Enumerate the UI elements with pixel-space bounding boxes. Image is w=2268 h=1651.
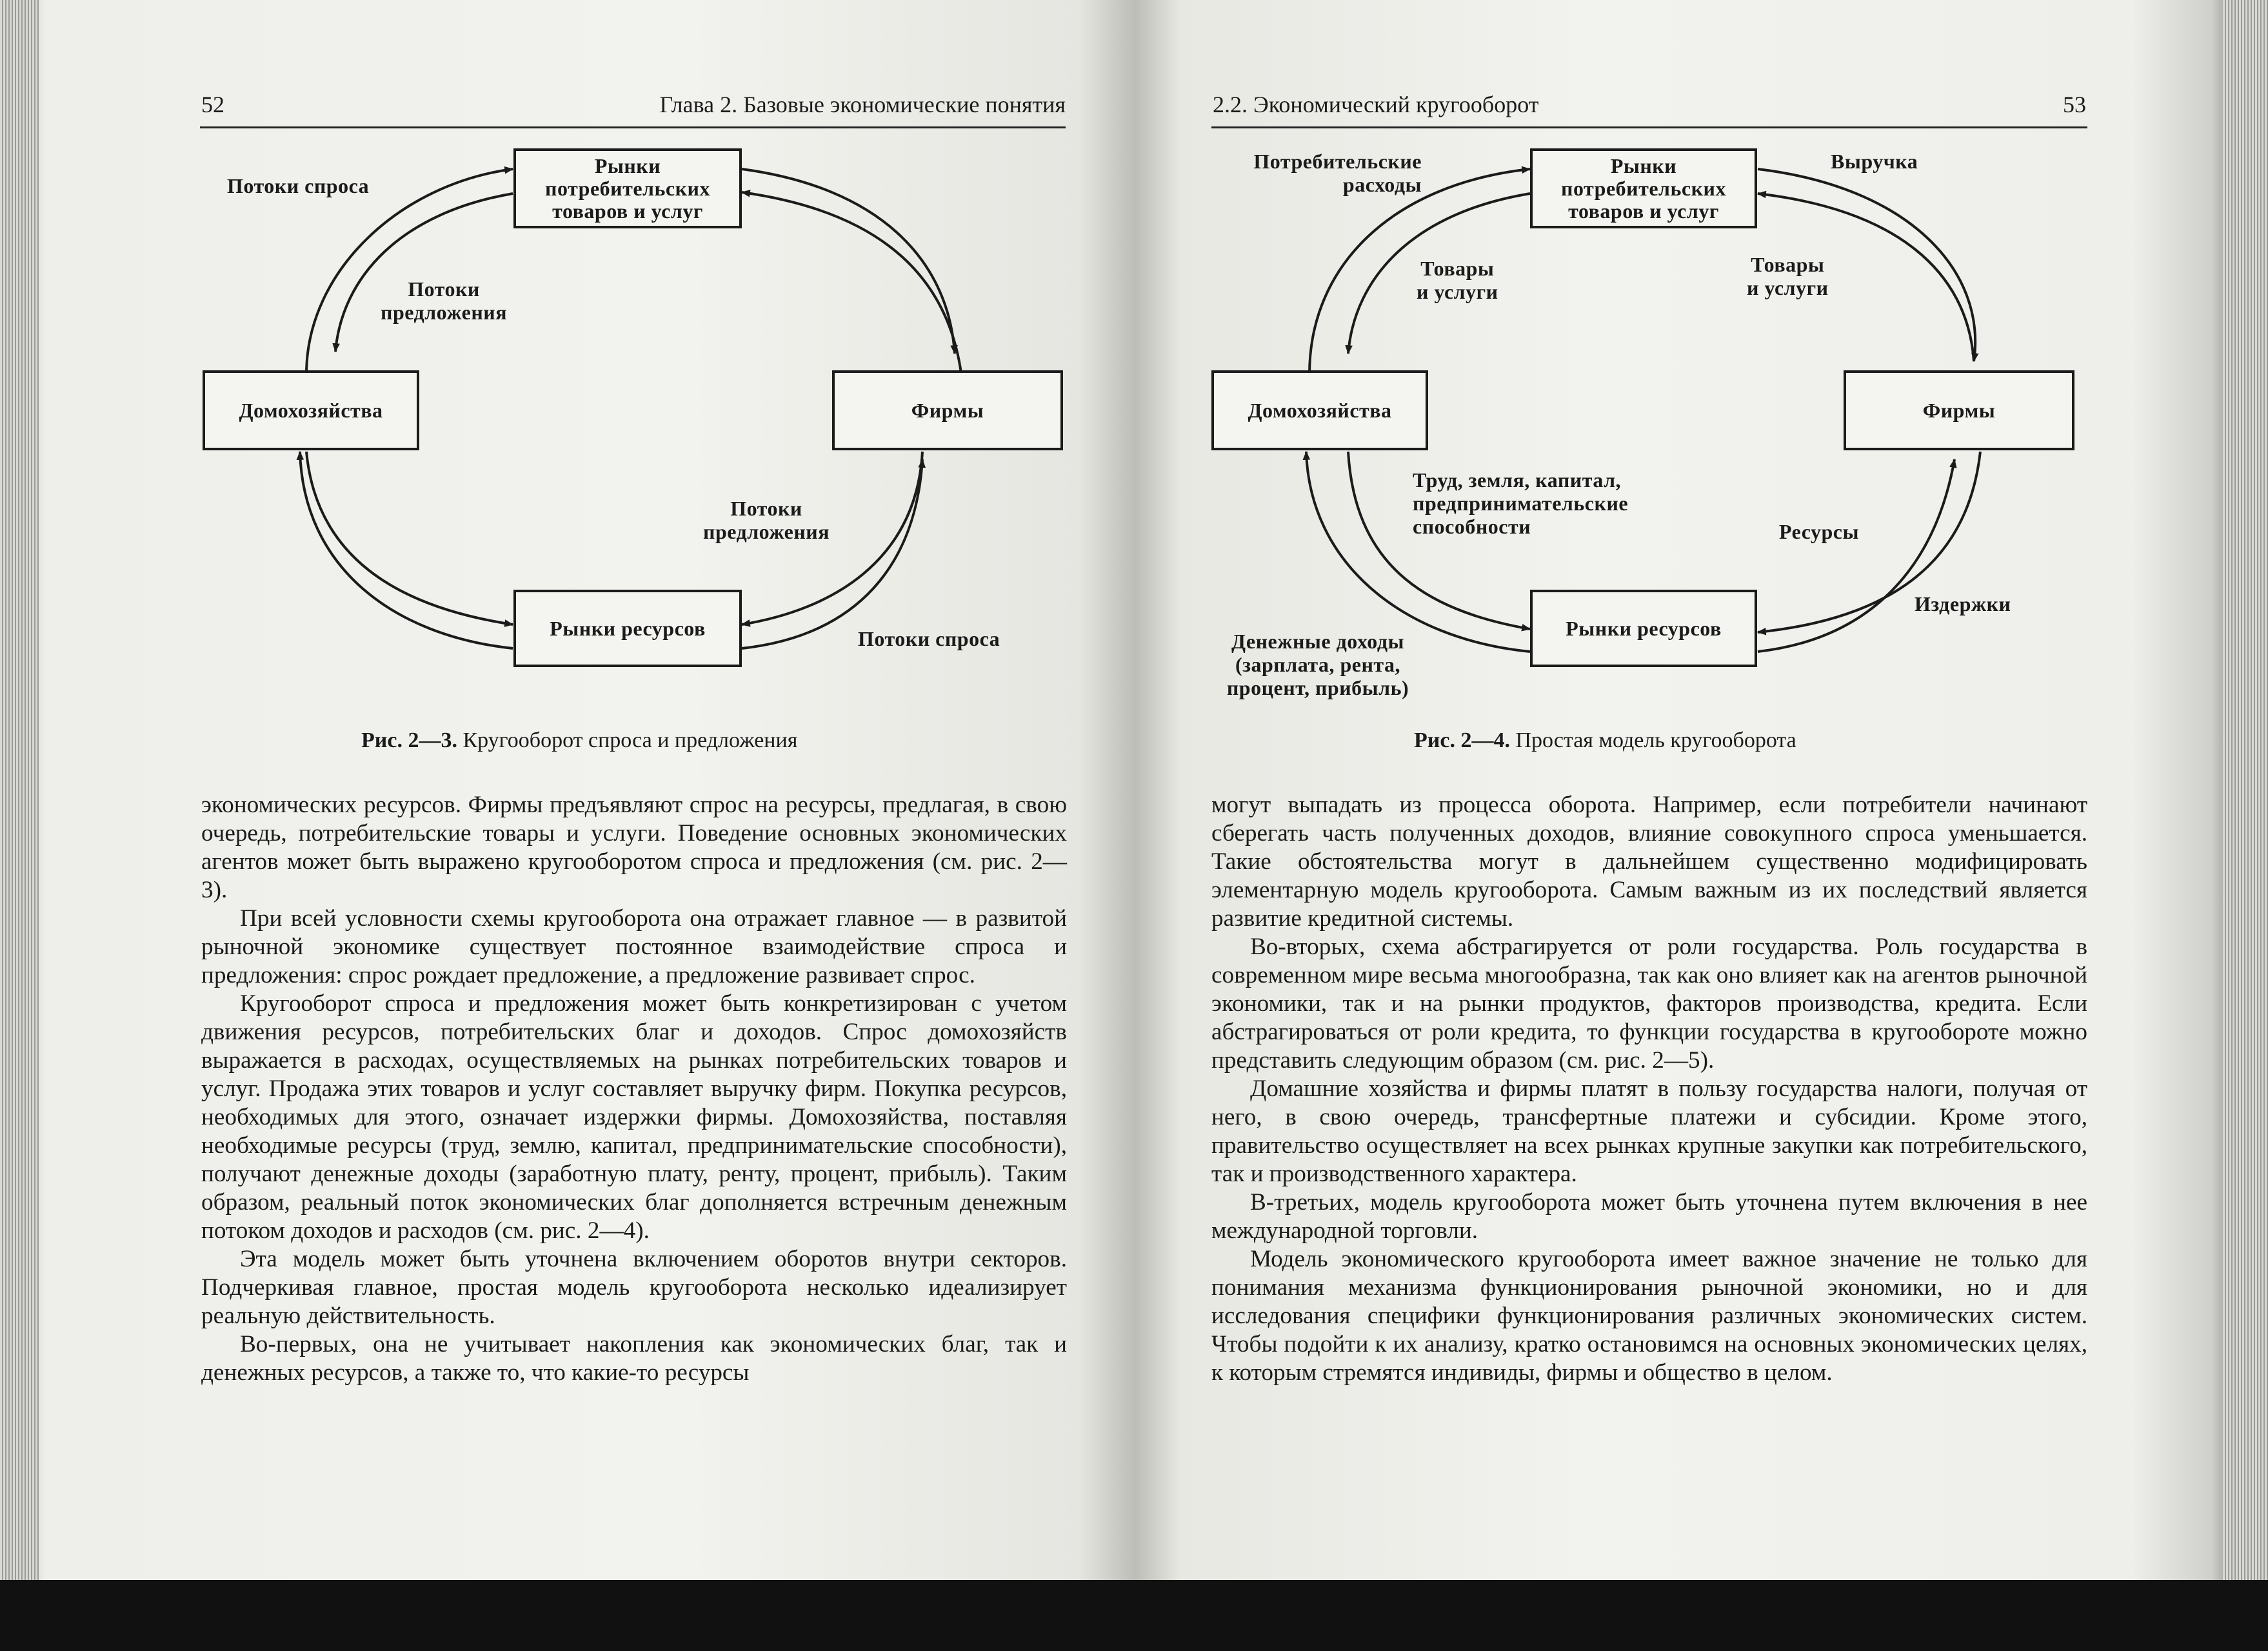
right-page xyxy=(1135,0,2268,1651)
paragraph: Во-первых, она не учитывает накопления как экономических благ, так и денежных ресурсов, а также то, что какие-то ресурсы xyxy=(201,1331,1067,1386)
caption-text-left: Кругооборот спроса и предложения xyxy=(457,728,798,752)
label-demand-flows-bottom: Потоки спроса xyxy=(858,627,1000,650)
box-consumer-goods-markets: Рынки потребительских товаров и услуг xyxy=(1530,148,1757,228)
label-demand-flows-top: Потоки спроса xyxy=(227,174,370,197)
label-consumer-spending: Потребительские расходы xyxy=(1253,150,1422,196)
scan-background-strip xyxy=(0,1580,2268,1651)
label-supply-flows-bottom: Потоки предложения xyxy=(703,497,830,543)
figure-2-3 xyxy=(0,0,1135,761)
label-production-factors: Труд, земля, капитал, предпринимательские способности xyxy=(1413,468,1629,538)
paragraph: Во-вторых, схема абстрагируется от роли государства. Роль государства в современном мире весьма многообразна, так как оно влияет как на агентов рыночной экономики, так и на рынки продуктов, факторов производства, кредита. Если абстрагироваться от роли кредита, то функции государства в кругообороте можно представить следующим образом (см. рис. 2—5). xyxy=(1211,934,2087,1074)
page-number-left: 52 xyxy=(201,92,224,117)
label-money-income: Денежные доходы (зарплата, рента, процент, прибыль) xyxy=(1226,630,1409,699)
running-head-right: 2.2. Экономический кругооборот xyxy=(1213,92,1539,117)
body-text-right xyxy=(1211,791,2087,1387)
box-resource-markets: Рынки ресурсов xyxy=(1530,590,1757,667)
label-costs: Издержки xyxy=(1915,592,2011,615)
box-households: Домохозяйства xyxy=(1211,370,1428,450)
caption-number-right: Рис. 2—4. xyxy=(1414,728,1510,752)
label-goods-services-left: Товары и услуги xyxy=(1417,257,1498,303)
paragraph: В-третьих, модель кругооборота может быть уточнена путем включения в нее международной торговли. xyxy=(1211,1189,2087,1244)
box-firms: Фирмы xyxy=(832,370,1063,450)
running-head-left: Глава 2. Базовые экономические понятия xyxy=(659,92,1066,117)
label-resources: Ресурсы xyxy=(1779,520,1859,543)
box-firms: Фирмы xyxy=(1844,370,2074,450)
box-consumer-goods-markets: Рынки потребительских товаров и услуг xyxy=(513,148,742,228)
paragraph: Модель экономического кругооборота имеет важное значение не только для понимания механизма функционирования рыночной экономики, но и для исследования специфики функционирования различных экономических систем. Чтобы подойти к их анализу, кратко остановимся на основных экономических целях, к которым стремятся индивиды, фирмы и общество в целом. xyxy=(1211,1246,2087,1386)
figure-caption-left xyxy=(361,728,797,754)
paragraph: экономических ресурсов. Фирмы предъявляют спрос на ресурсы, предлагая, в свою очередь, потребительские товары и услуги. Поведение основных экономических агентов может быть выражено кругооборотом спроса и предложения (см. рис. 2—3). xyxy=(201,792,1067,903)
box-households: Домохозяйства xyxy=(203,370,419,450)
paragraph: Домашние хозяйства и фирмы платят в пользу государства налоги, получая от него, в свою очередь, трансфертные платежи и субсидии. Кроме этого, правительство осуществляет на всех рынках крупные закупки как потребительского, так и производственного характера. xyxy=(1211,1076,2087,1187)
figure-2-4 xyxy=(1135,0,2268,761)
paragraph: Эта модель может быть уточнена включением оборотов внутри секторов. Подчеркивая главное, простая модель кругооборота несколько идеализирует реальную действительность. xyxy=(201,1246,1067,1329)
figure-caption-right xyxy=(1414,728,1796,754)
page-number-right: 53 xyxy=(2063,92,2086,117)
label-supply-flows-top: Потоки предложения xyxy=(381,277,508,324)
label-revenue: Выручка xyxy=(1831,150,1918,173)
paragraph: могут выпадать из процесса оборота. Например, если потребители начинают сберегать часть полученных доходов, влияние совокупного спроса уменьшается. Такие обстоятельства могут в дальнейшем существенно модифицировать элементарную модель кругооборота. Самым важным из их последствий является развитие кредитной системы. xyxy=(1211,792,2087,932)
caption-text-right: Простая модель кругооборота xyxy=(1509,728,1796,752)
caption-number-left: Рис. 2—3. xyxy=(361,728,457,752)
paragraph: Кругооборот спроса и предложения может быть конкретизирован с учетом движения ресурсов, потребительских благ и доходов. Спрос домохозяйств выражается в расходах, осуществляемых на рынках потребительских товаров и услуг. Продажа этих товаров и услуг составляет выручку фирм. Покупка ресурсов, необходимых для этого, означает издержки фирмы. Домохозяйства, поставляя необходимые ресурсы (труд, землю, капитал, предпринимательские способности), получают денежные доходы (заработную плату, ренту, процент, прибыль). Таким образом, реальный поток экономических благ дополняется встречным денежным потоком доходов и расходов (см. рис. 2—4). xyxy=(201,990,1067,1244)
label-goods-services-right: Товары и услуги xyxy=(1747,253,1829,299)
body-text-left xyxy=(201,791,1067,1387)
box-resource-markets: Рынки ресурсов xyxy=(513,590,742,667)
paragraph: При всей условности схемы кругооборота она отражает главное — в развитой рыночной экономике существует постоянное взаимодействие спроса и предложения: спрос рождает предложение, а предложение развивает спрос. xyxy=(201,905,1067,988)
